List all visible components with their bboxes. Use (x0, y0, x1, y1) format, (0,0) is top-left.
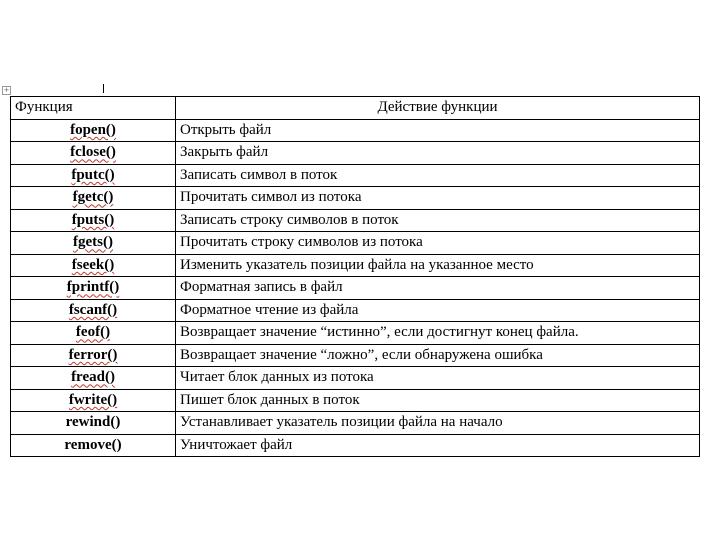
function-name: fscanf() (11, 299, 176, 322)
function-action: Записать символ в поток (176, 164, 700, 187)
function-action: Записать строку символов в поток (176, 209, 700, 232)
function-name: fread() (11, 367, 176, 390)
function-action: Возвращает значение “ложно”, если обнаружена ошибка (176, 344, 700, 367)
function-name: fclose() (11, 142, 176, 165)
table-row (11, 299, 700, 322)
header-action: Действие функции (176, 97, 700, 120)
table-row (11, 164, 700, 187)
table-row (11, 344, 700, 367)
function-name: fputs() (11, 209, 176, 232)
table-row (11, 389, 700, 412)
table-row (11, 367, 700, 390)
table-row (11, 322, 700, 345)
function-action: Пишет блок данных в поток (176, 389, 700, 412)
table-row (11, 434, 700, 457)
function-name: fseek() (11, 254, 176, 277)
table-row (11, 142, 700, 165)
table-header-row (11, 97, 700, 120)
function-action: Закрыть файл (176, 142, 700, 165)
function-action: Форматное чтение из файла (176, 299, 700, 322)
table-move-handle-icon[interactable]: + (3, 86, 10, 94)
table-row (11, 232, 700, 255)
function-name: fgets() (11, 232, 176, 255)
function-action: Открыть файл (176, 119, 700, 142)
table-row (11, 119, 700, 142)
function-name: remove() (11, 434, 176, 457)
function-name: rewind() (11, 412, 176, 435)
function-action: Читает блок данных из потока (176, 367, 700, 390)
functions-table (10, 96, 700, 457)
function-name: fprintf() (11, 277, 176, 300)
function-action: Устанавливает указатель позиции файла на начало (176, 412, 700, 435)
function-action: Прочитать символ из потока (176, 187, 700, 210)
function-action: Прочитать строку символов из потока (176, 232, 700, 255)
header-function: Функция (11, 97, 176, 120)
function-action: Изменить указатель позиции файла на указанное место (176, 254, 700, 277)
function-action: Уничтожает файл (176, 434, 700, 457)
function-name: fgetc() (11, 187, 176, 210)
function-action: Форматная запись в файл (176, 277, 700, 300)
function-name: fwrite() (11, 389, 176, 412)
function-action: Возвращает значение “истинно”, если достигнут конец файла. (176, 322, 700, 345)
function-name: fopen() (11, 119, 176, 142)
table-row (11, 412, 700, 435)
function-name: fputc() (11, 164, 176, 187)
function-name: ferror() (11, 344, 176, 367)
table-row (11, 277, 700, 300)
function-name: feof() (11, 322, 176, 345)
table-row (11, 254, 700, 277)
table-row (11, 187, 700, 210)
table-row (11, 209, 700, 232)
text-cursor (103, 84, 104, 93)
